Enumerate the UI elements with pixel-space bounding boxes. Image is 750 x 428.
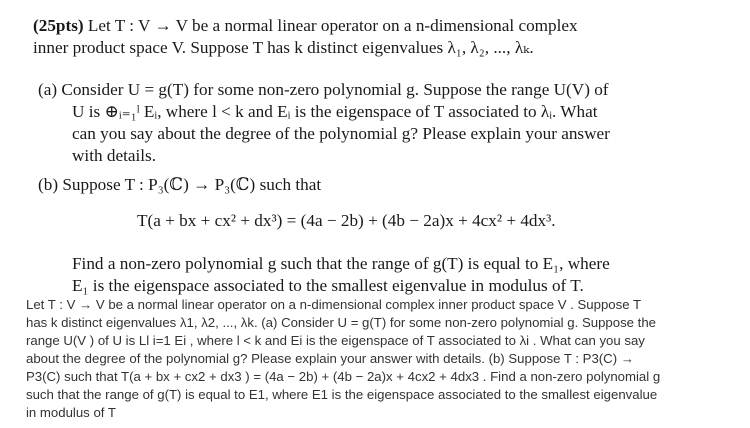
transcript-line-6: such that the range of g(T) is equal to E1, where E1 is the eigenspace associated to the smallest eigenvalue bbox=[26, 387, 658, 402]
transcript-line-5: P3(C) such that T(a + bx + cx2 + dx3 ) = (4a − 2b) + (4b − 2a)x + 4cx2 + 4dx3 . Find a non-zero polynomial g bbox=[26, 369, 661, 384]
points-label: (25pts) bbox=[33, 16, 84, 35]
transcript-line-2: has k distinct eigenvalues λ1, λ2, ..., λk. (a) Consider U = g(T) for some non-zero polynomial g. Suppose the bbox=[26, 315, 656, 330]
part-a-line-3: can you say about the degree of the polynomial g? Please explain your answer bbox=[72, 124, 610, 143]
transcript-line-7: in modulus of T bbox=[26, 405, 116, 420]
part-b-line-2: Find a non-zero polynomial g such that the range of g(T) is equal to E₁, where bbox=[72, 254, 610, 273]
part-a-line-1: (a) Consider U = g(T) for some non-zero polynomial g. Suppose the range U(V) of bbox=[38, 80, 609, 99]
transcript-line-3: range U(V ) of U is Ll i=1 Ei , where l < k and Ei is the eigenspace of T associated to λi . What can you say bbox=[26, 333, 645, 348]
part-a-line-4: with details. bbox=[72, 146, 157, 165]
part-a-line-2: U is ⊕ᵢ₌₁ˡ Eᵢ, where l < k and Eᵢ is the eigenspace of T associated to λᵢ. What bbox=[72, 102, 598, 121]
part-b-line-1: (b) Suppose T : P₃(ℂ) → P₃(ℂ) such that bbox=[38, 175, 322, 194]
intro-text-1: Let T : V → V be a normal linear operator on a n-dimensional complex bbox=[83, 16, 578, 35]
part-b-equation: T(a + bx + cx² + dx³) = (4a − 2b) + (4b − 2a)x + 4cx² + 4dx³. bbox=[137, 211, 556, 230]
transcript-line-1: Let T : V → V be a normal linear operator on a n-dimensional complex inner product space V . Suppose T bbox=[26, 297, 642, 312]
part-b-line-3: E₁ is the eigenspace associated to the smallest eigenvalue in modulus of T. bbox=[72, 276, 584, 295]
problem-intro-line-1 bbox=[33, 15, 578, 36]
transcript-line-4: about the degree of the polynomial g? Please explain your answer with details. (b) Suppose T : P3(C) → bbox=[26, 351, 634, 366]
problem-intro-line-2: inner product space V. Suppose T has k distinct eigenvalues λ₁, λ₂, ..., λₖ. bbox=[33, 38, 534, 57]
